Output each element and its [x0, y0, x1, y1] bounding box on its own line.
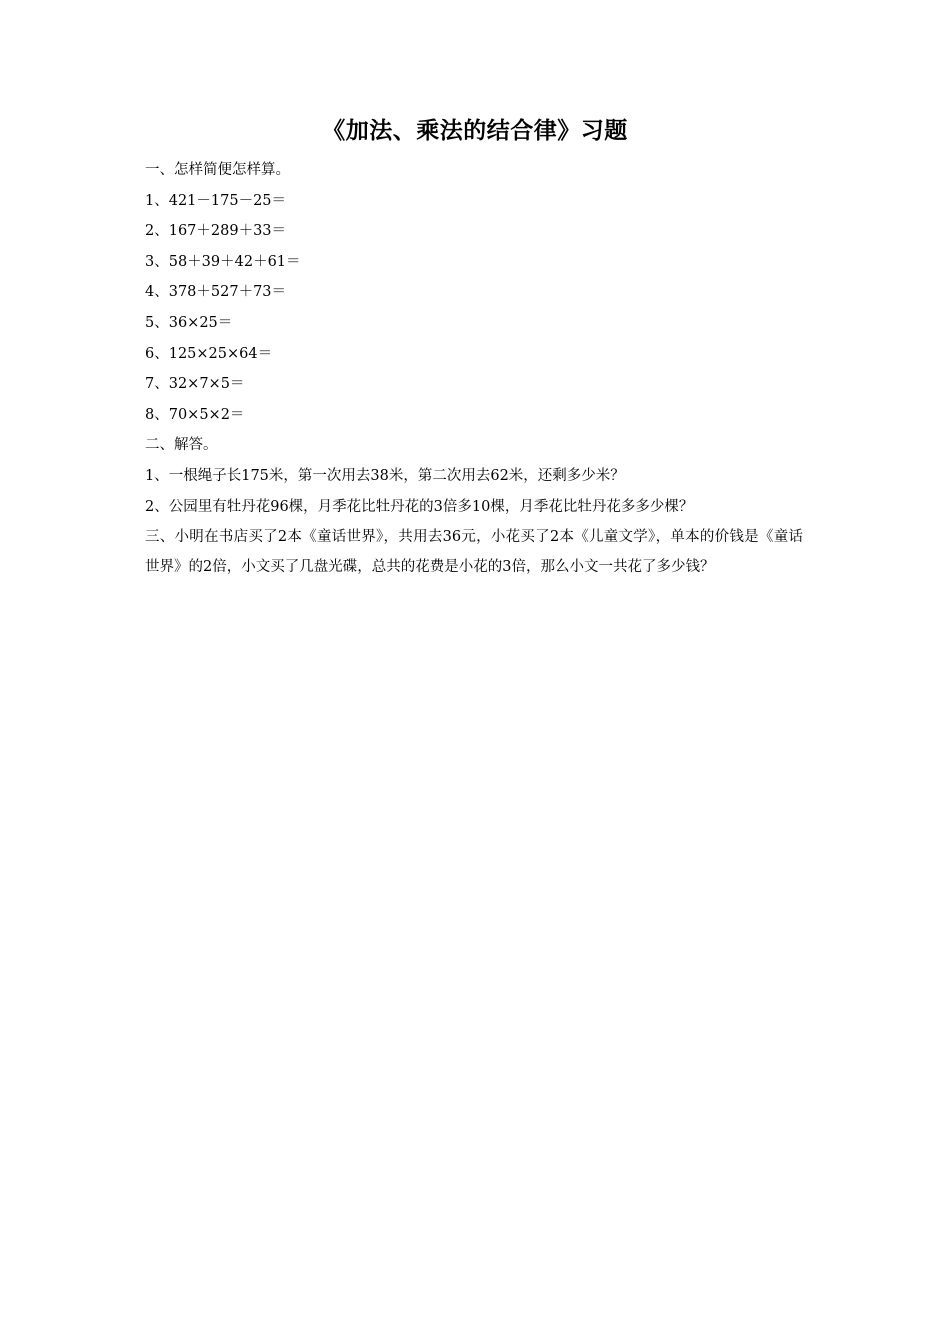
problem-item-2: 2、公园里有牡丹花96棵，月季花比牡丹花的3倍多10棵，月季花比牡丹花多多少棵？: [145, 498, 694, 515]
calc-item-8: 8、70×5×2＝: [145, 406, 245, 423]
document-body: [145, 155, 805, 582]
section-3-problem: 三、小明在书店买了2本《童话世界》，共用去36元，小花买了2本《儿童文学》，单本的价钱是《童话世界》的2倍，小文买了几盘光碟，总共的花费是小花的3倍，那么小文一共花了多少钱？: [145, 529, 803, 576]
section-2-heading: 二、解答。: [145, 437, 218, 454]
calc-item-4: 4、378＋527＋73＝: [145, 284, 287, 301]
calc-item-5: 5、36×25＝: [145, 314, 233, 331]
calc-item-7: 7、32×7×5＝: [145, 376, 245, 393]
calc-item-1: 1、421－175－25＝: [145, 192, 287, 209]
page-title: 《加法、乘法的结合律》习题: [322, 118, 628, 144]
problem-item-1: 1、一根绳子长175米，第一次用去38米，第二次用去62米，还剩多少米？: [145, 467, 625, 484]
section-1-heading: 一、怎样简便怎样算。: [145, 162, 290, 178]
calc-item-3: 3、58＋39＋42＋61＝: [145, 253, 301, 270]
calc-item-6: 6、125×25×64＝: [145, 345, 273, 362]
calc-item-2: 2、167＋289＋33＝: [145, 223, 287, 240]
